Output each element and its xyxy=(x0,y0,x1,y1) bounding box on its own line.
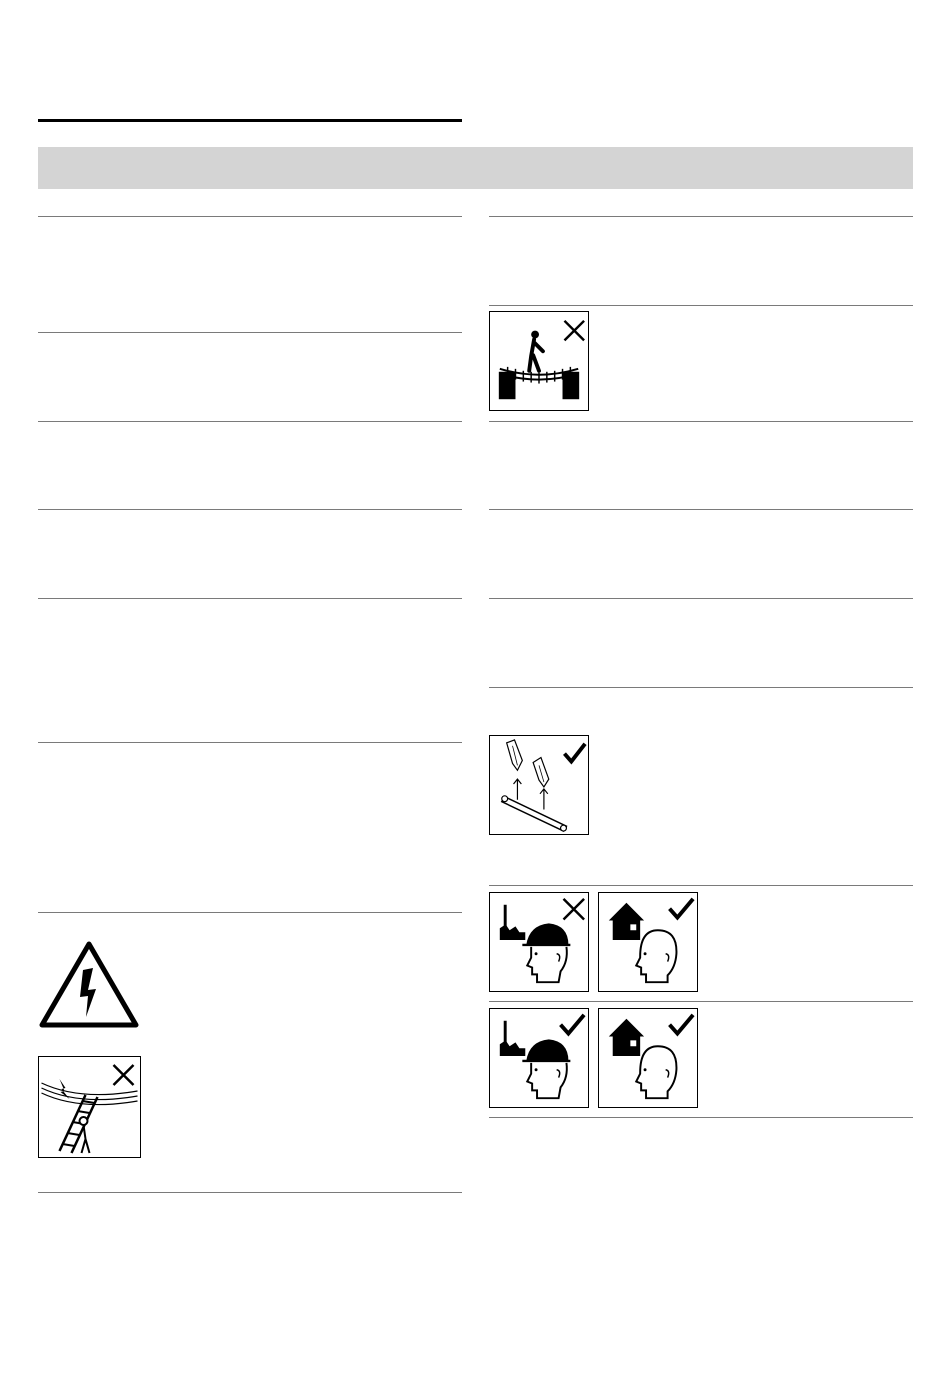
domestic-use-permitted-icon xyxy=(598,892,698,992)
divider xyxy=(38,1192,462,1193)
industrial-use-prohibited-icon xyxy=(489,892,589,992)
industrial-use-permitted-icon xyxy=(489,1008,589,1108)
divider xyxy=(489,885,913,886)
divider xyxy=(489,216,913,217)
divider xyxy=(38,509,462,510)
divider xyxy=(38,912,462,913)
title-rule xyxy=(38,119,462,122)
divider xyxy=(38,332,462,333)
sword-lifting-permitted-icon xyxy=(489,735,589,835)
divider xyxy=(489,1117,913,1118)
rope-bridge-prohibited-icon xyxy=(489,311,589,411)
divider xyxy=(489,305,913,306)
divider xyxy=(38,216,462,217)
divider xyxy=(38,598,462,599)
divider xyxy=(38,421,462,422)
divider xyxy=(489,598,913,599)
divider xyxy=(489,421,913,422)
section-banner xyxy=(38,147,913,189)
divider xyxy=(489,687,913,688)
divider xyxy=(489,1001,913,1002)
ladder-near-power-line-prohibited-icon xyxy=(38,1056,141,1158)
divider xyxy=(489,509,913,510)
high-voltage-warning-icon xyxy=(38,940,140,1030)
domestic-use-permitted-icon xyxy=(598,1008,698,1108)
divider xyxy=(38,742,462,743)
